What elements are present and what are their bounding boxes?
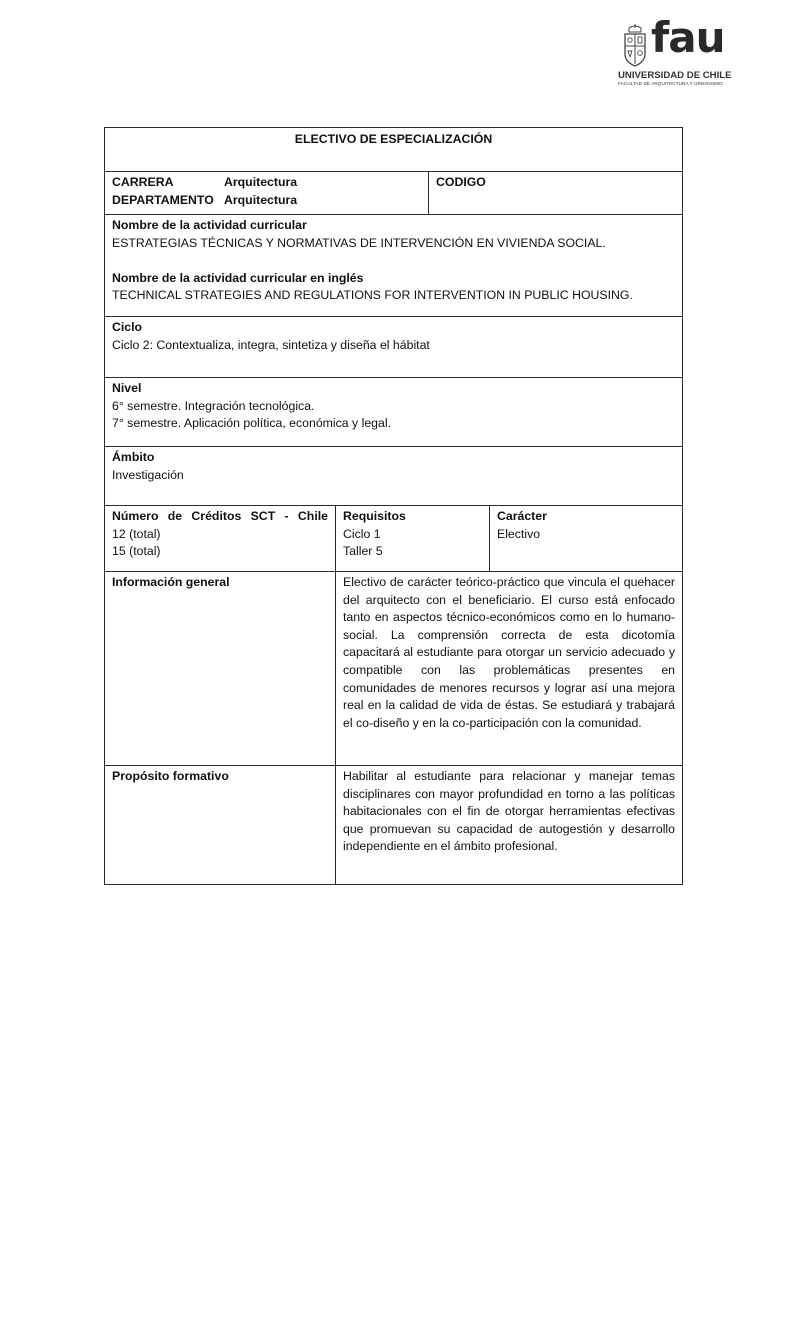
creditos-label-word: -	[284, 509, 289, 523]
requisitos-cell	[336, 506, 490, 572]
ambito-value: Investigación	[112, 467, 184, 482]
informacion-text: Electivo de carácter teórico-práctico que vincula el quehacer del arquitecto con el beneficiario. El curso está enfocado tanto en aspectos técnico-económicos como en lo humano-social. La comprensión correcta de esta dicotomía capacitará al estudiante para otorgar un servicio adecuado y compatible con las problemáticas presentes en comunidades de menores recursos y lograr así una mejora real en la calidad de vida de éstas. Se estudiará y trabajará el co-diseño y en la co-participación con la comunidad.	[336, 572, 683, 766]
carrera-row	[105, 172, 683, 215]
nombre-cell	[105, 215, 683, 317]
carrera-value: Arquitectura	[224, 175, 298, 189]
ambito-row	[105, 447, 683, 506]
proposito-row	[105, 766, 683, 885]
title-row	[105, 128, 683, 172]
ciclo-cell	[105, 317, 683, 378]
requisitos-value-1: Ciclo 1	[343, 526, 381, 541]
ambito-label: Ámbito	[112, 450, 155, 464]
informacion-label: Información general	[112, 575, 230, 589]
ciclo-label: Ciclo	[112, 320, 143, 334]
creditos-row	[105, 506, 683, 572]
creditos-label-word: SCT	[250, 509, 276, 523]
nombre-en-value: TECHNICAL STRATEGIES AND REGULATIONS FOR INTERVENTION IN PUBLIC HOUSING.	[112, 288, 633, 303]
carrera-label: CARRERA	[112, 175, 174, 189]
informacion-label-cell	[105, 572, 336, 766]
proposito-label: Propósito formativo	[112, 769, 229, 783]
caracter-label: Carácter	[497, 509, 547, 523]
requisitos-label: Requisitos	[343, 509, 406, 523]
ambito-cell	[105, 447, 683, 506]
codigo-label: CODIGO	[436, 175, 486, 189]
nombre-label: Nombre de la actividad curricular	[112, 218, 307, 232]
ciclo-row	[105, 317, 683, 378]
nivel-cell	[105, 378, 683, 447]
carrera-cell	[105, 172, 429, 215]
nombre-row	[105, 215, 683, 317]
creditos-cell	[105, 506, 336, 572]
nivel-value-1: 6° semestre. Integración tecnológica.	[112, 398, 315, 413]
creditos-value-1: 12 (total)	[112, 526, 161, 541]
faculty-name: FACULTAD DE ARQUITECTURA Y URBANISMO	[618, 81, 723, 86]
university-emblem-icon	[621, 24, 649, 68]
proposito-label-cell	[105, 766, 336, 885]
caracter-cell	[490, 506, 683, 572]
creditos-label-word: de	[167, 509, 183, 523]
proposito-text: Habilitar al estudiante para relacionar y manejar temas disciplinares con mayor profundidad en torno a las políticas habitacionales con el fin de otorgar herramientas efectivas que promuevan su capacidad de autogestión y desarrollo independiente en el ámbito profesional.	[336, 766, 683, 885]
creditos-value-2: 15 (total)	[112, 544, 161, 559]
nivel-value-2: 7° semestre. Aplicación política, económica y legal.	[112, 416, 392, 431]
ciclo-value: Ciclo 2: Contextualiza, integra, sintetiza y diseña el hábitat	[112, 337, 430, 352]
departamento-value: Arquitectura	[224, 192, 298, 207]
creditos-label-word: Número	[112, 509, 159, 523]
nombre-en-label: Nombre de la actividad curricular en inglés	[112, 270, 364, 285]
informacion-row	[105, 572, 683, 766]
university-name: UNIVERSIDAD DE CHILE	[618, 70, 732, 81]
course-form-table	[104, 127, 683, 885]
fau-wordmark: fau	[651, 13, 725, 62]
caracter-value: Electivo	[497, 526, 541, 541]
departamento-label: DEPARTAMENTO	[112, 192, 214, 207]
nivel-label: Nivel	[112, 381, 142, 395]
requisitos-value-2: Taller 5	[343, 544, 383, 559]
codigo-cell	[429, 172, 683, 215]
creditos-label-word: Chile	[297, 509, 328, 523]
creditos-label-word: Créditos	[191, 509, 242, 523]
nombre-value: ESTRATEGIAS TÉCNICAS Y NORMATIVAS DE INTERVENCIÓN EN VIVIENDA SOCIAL.	[112, 235, 606, 250]
creditos-label	[112, 508, 328, 526]
fau-logo	[618, 13, 732, 90]
form-title: ELECTIVO DE ESPECIALIZACIÓN	[105, 128, 683, 172]
nivel-row	[105, 378, 683, 447]
